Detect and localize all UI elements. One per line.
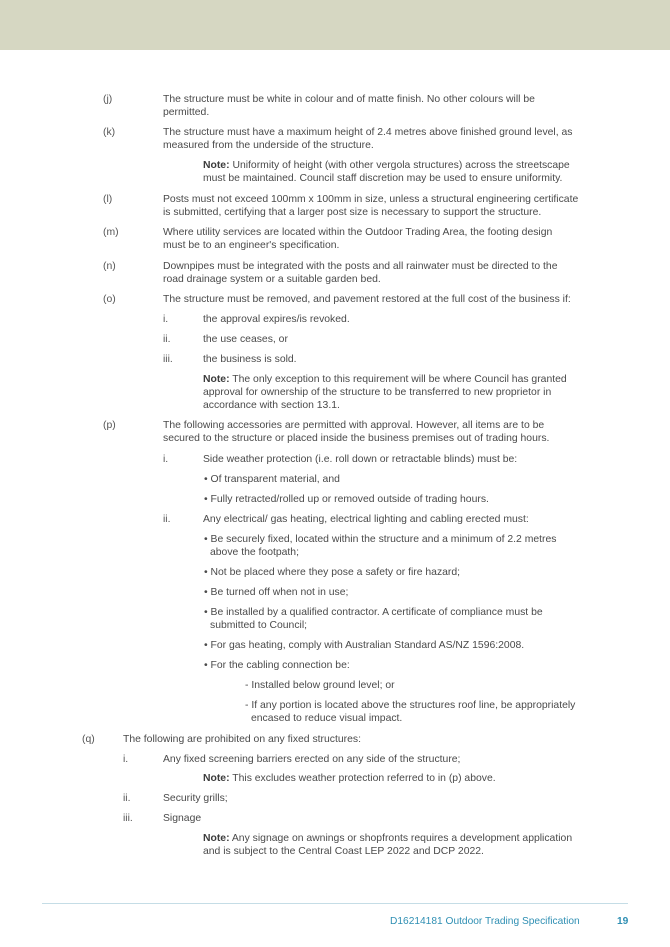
- note-text: This excludes weather protection referred to in (p) above.: [229, 773, 496, 784]
- item-n-text: Downpipes must be integrated with the posts and all rainwater must be directed to the: [163, 261, 558, 272]
- item-q-text: The following are prohibited on any fixed structures:: [123, 734, 361, 745]
- note-label: Note:: [203, 773, 230, 784]
- item-o-note-cont: accordance with section 13.1.: [203, 400, 340, 411]
- sub-item-text: Security grills;: [163, 793, 228, 804]
- sub-label: iii.: [163, 354, 173, 365]
- header-band: [0, 0, 670, 50]
- sub-label: i.: [163, 454, 169, 465]
- item-k-note-cont: must be maintained. Council staff discretion may be used to ensure uniformity.: [203, 173, 563, 184]
- sub-label: i.: [163, 314, 169, 325]
- item-q-iii-note-cont: and is subject to the Central Coast LEP 2022 and DCP 2022.: [203, 846, 484, 857]
- note-label: Note:: [203, 374, 230, 385]
- item-k-text: The structure must have a maximum height of 2.4 metres above finished ground level, as: [163, 127, 573, 138]
- dash-item: - If any portion is located above the structures roof line, be appropriately: [245, 700, 576, 711]
- sub-item-text: Any fixed screening barriers erected on any side of the structure;: [163, 754, 461, 765]
- item-o-note-cont: approval for ownership of the structure to be transferred to new proprietor in: [203, 387, 552, 398]
- bullet-item: • For gas heating, comply with Australian Standard AS/NZ 1596:2008.: [204, 640, 525, 651]
- sub-label: ii.: [163, 334, 171, 345]
- item-l-text-cont: is submitted, certifying that a larger post size is necessary to support the structure.: [163, 207, 542, 218]
- item-k-note: [203, 159, 570, 172]
- item-p-text-cont: secured to the structure or placed inside the business premises out of trading hours.: [163, 433, 550, 444]
- item-label-o: (o): [103, 294, 116, 305]
- item-label-q: (q): [82, 734, 95, 745]
- sub-label: i.: [123, 754, 129, 765]
- note-label: Note:: [203, 160, 230, 171]
- item-q-i-note: [203, 772, 496, 785]
- sub-label: ii.: [163, 514, 171, 525]
- sub-item-text: Any electrical/ gas heating, electrical lighting and cabling erected must:: [203, 514, 529, 525]
- footer-document-title: D16214181 Outdoor Trading Specification: [390, 916, 580, 927]
- dash-item: - Installed below ground level; or: [245, 680, 395, 691]
- bullet-item-cont: submitted to Council;: [210, 620, 308, 631]
- sub-label: ii.: [123, 793, 131, 804]
- item-q-iii-note: [203, 832, 572, 845]
- item-label-j: (j): [103, 94, 113, 105]
- bullet-item: • Be turned off when not in use;: [204, 587, 349, 598]
- bullet-item: • Not be placed where they pose a safety or fire hazard;: [204, 567, 461, 578]
- bullet-item: • Be installed by a qualified contractor. A certificate of compliance must be: [204, 607, 543, 618]
- bullet-item: • Fully retracted/rolled up or removed outside of trading hours.: [204, 494, 489, 505]
- item-label-k: (k): [103, 127, 116, 138]
- item-m-text-cont: must be to an engineer's specification.: [163, 240, 340, 251]
- item-k-text-cont: measured from the underside of the structure.: [163, 140, 374, 151]
- item-j-text-cont: permitted.: [163, 107, 210, 118]
- item-label-m: (m): [103, 227, 119, 238]
- note-text: Any signage on awnings or shopfronts requires a development application: [229, 833, 573, 844]
- item-label-l: (l): [103, 194, 113, 205]
- dash-item-cont: encased to reduce visual impact.: [251, 713, 403, 724]
- sub-label: iii.: [123, 813, 133, 824]
- bullet-item: • Of transparent material, and: [204, 474, 340, 485]
- item-label-n: (n): [103, 261, 116, 272]
- bullet-item: • Be securely fixed, located within the structure and a minimum of 2.2 metres: [204, 534, 557, 545]
- item-l-text: Posts must not exceed 100mm x 100mm in size, unless a structural engineering certificate: [163, 194, 579, 205]
- sub-item-text: the approval expires/is revoked.: [203, 314, 350, 325]
- footer-divider: [42, 903, 628, 904]
- bullet-item-cont: above the footpath;: [210, 547, 299, 558]
- item-o-note: [203, 373, 567, 386]
- note-label: Note:: [203, 833, 230, 844]
- item-label-p: (p): [103, 420, 116, 431]
- page-number: 19: [617, 916, 629, 927]
- item-n-text-cont: road drainage system or a suitable garden bed.: [163, 274, 381, 285]
- note-text: The only exception to this requirement will be where Council has granted: [229, 374, 567, 385]
- sub-item-text: the use ceases, or: [203, 334, 288, 345]
- item-j-text: The structure must be white in colour and of matte finish. No other colours will be: [163, 94, 535, 105]
- sub-item-text: the business is sold.: [203, 354, 297, 365]
- note-text: Uniformity of height (with other vergola structures) across the streetscape: [229, 160, 570, 171]
- item-p-text: The following accessories are permitted with approval. However, all items are to be: [163, 420, 545, 431]
- item-m-text: Where utility services are located within the Outdoor Trading Area, the footing design: [163, 227, 553, 238]
- sub-item-text: Side weather protection (i.e. roll down or retractable blinds) must be:: [203, 454, 518, 465]
- item-o-text: The structure must be removed, and pavement restored at the full cost of the business if:: [163, 294, 571, 305]
- bullet-item: • For the cabling connection be:: [204, 660, 350, 671]
- sub-item-text: Signage: [163, 813, 202, 824]
